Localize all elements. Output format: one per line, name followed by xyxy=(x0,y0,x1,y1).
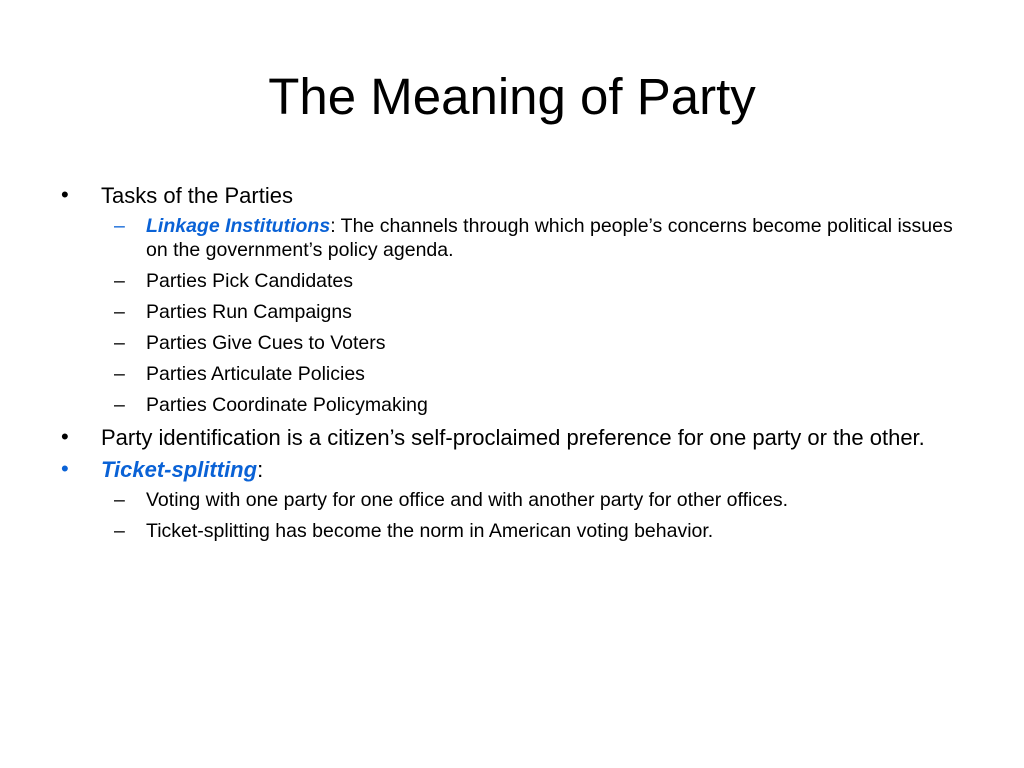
sub-bullet-item xyxy=(60,331,960,355)
dash-icon: – xyxy=(114,520,125,542)
sub-bullet-text: Voting with one party for one office and with another party for other offices. xyxy=(146,489,789,511)
sub-bullet-text: Parties Run Campaigns xyxy=(146,301,352,323)
bullet-item xyxy=(60,424,960,451)
sub-bullet-text: Ticket-splitting has become the norm in American voting behavior. xyxy=(146,520,714,542)
term-highlight: Linkage Institutions xyxy=(146,215,331,237)
bullet-item xyxy=(60,182,960,209)
sub-bullet-item xyxy=(60,393,960,417)
dash-icon: – xyxy=(114,489,125,511)
sub-bullet-item xyxy=(60,269,960,293)
bullet-item xyxy=(60,456,960,483)
sub-bullet-item xyxy=(60,300,960,324)
bullet-text: Party identification is a citizen’s self-proclaimed preference for one party or the other. xyxy=(101,425,925,450)
slide-title: The Meaning of Party xyxy=(268,68,756,125)
sub-bullet-text: : The channels through which people’s concerns become political issues on the government’s policy agenda. xyxy=(146,215,953,261)
sub-bullet-item xyxy=(60,214,960,262)
sub-bullet-text: Parties Give Cues to Voters xyxy=(146,332,386,354)
dash-icon: – xyxy=(114,332,125,354)
slide-body xyxy=(60,182,960,550)
dash-icon: – xyxy=(114,363,125,385)
dash-icon: – xyxy=(114,301,125,323)
bullet-text: : xyxy=(257,457,264,482)
sub-bullet-item xyxy=(60,362,960,386)
bullet-icon: • xyxy=(61,424,69,449)
bullet-icon: • xyxy=(61,456,69,481)
bullet-icon: • xyxy=(61,182,69,207)
dash-icon: – xyxy=(114,270,125,292)
term-highlight: Ticket-splitting xyxy=(101,457,258,482)
dash-icon: – xyxy=(114,394,125,416)
sub-bullet-text: Parties Pick Candidates xyxy=(146,270,354,292)
sub-bullet-text: Parties Coordinate Policymaking xyxy=(146,394,428,416)
sub-bullet-item xyxy=(60,488,960,512)
sub-bullet-text: Parties Articulate Policies xyxy=(146,363,365,385)
sub-bullet-item xyxy=(60,519,960,543)
dash-icon: – xyxy=(114,215,125,237)
bullet-text: Tasks of the Parties xyxy=(101,183,293,208)
